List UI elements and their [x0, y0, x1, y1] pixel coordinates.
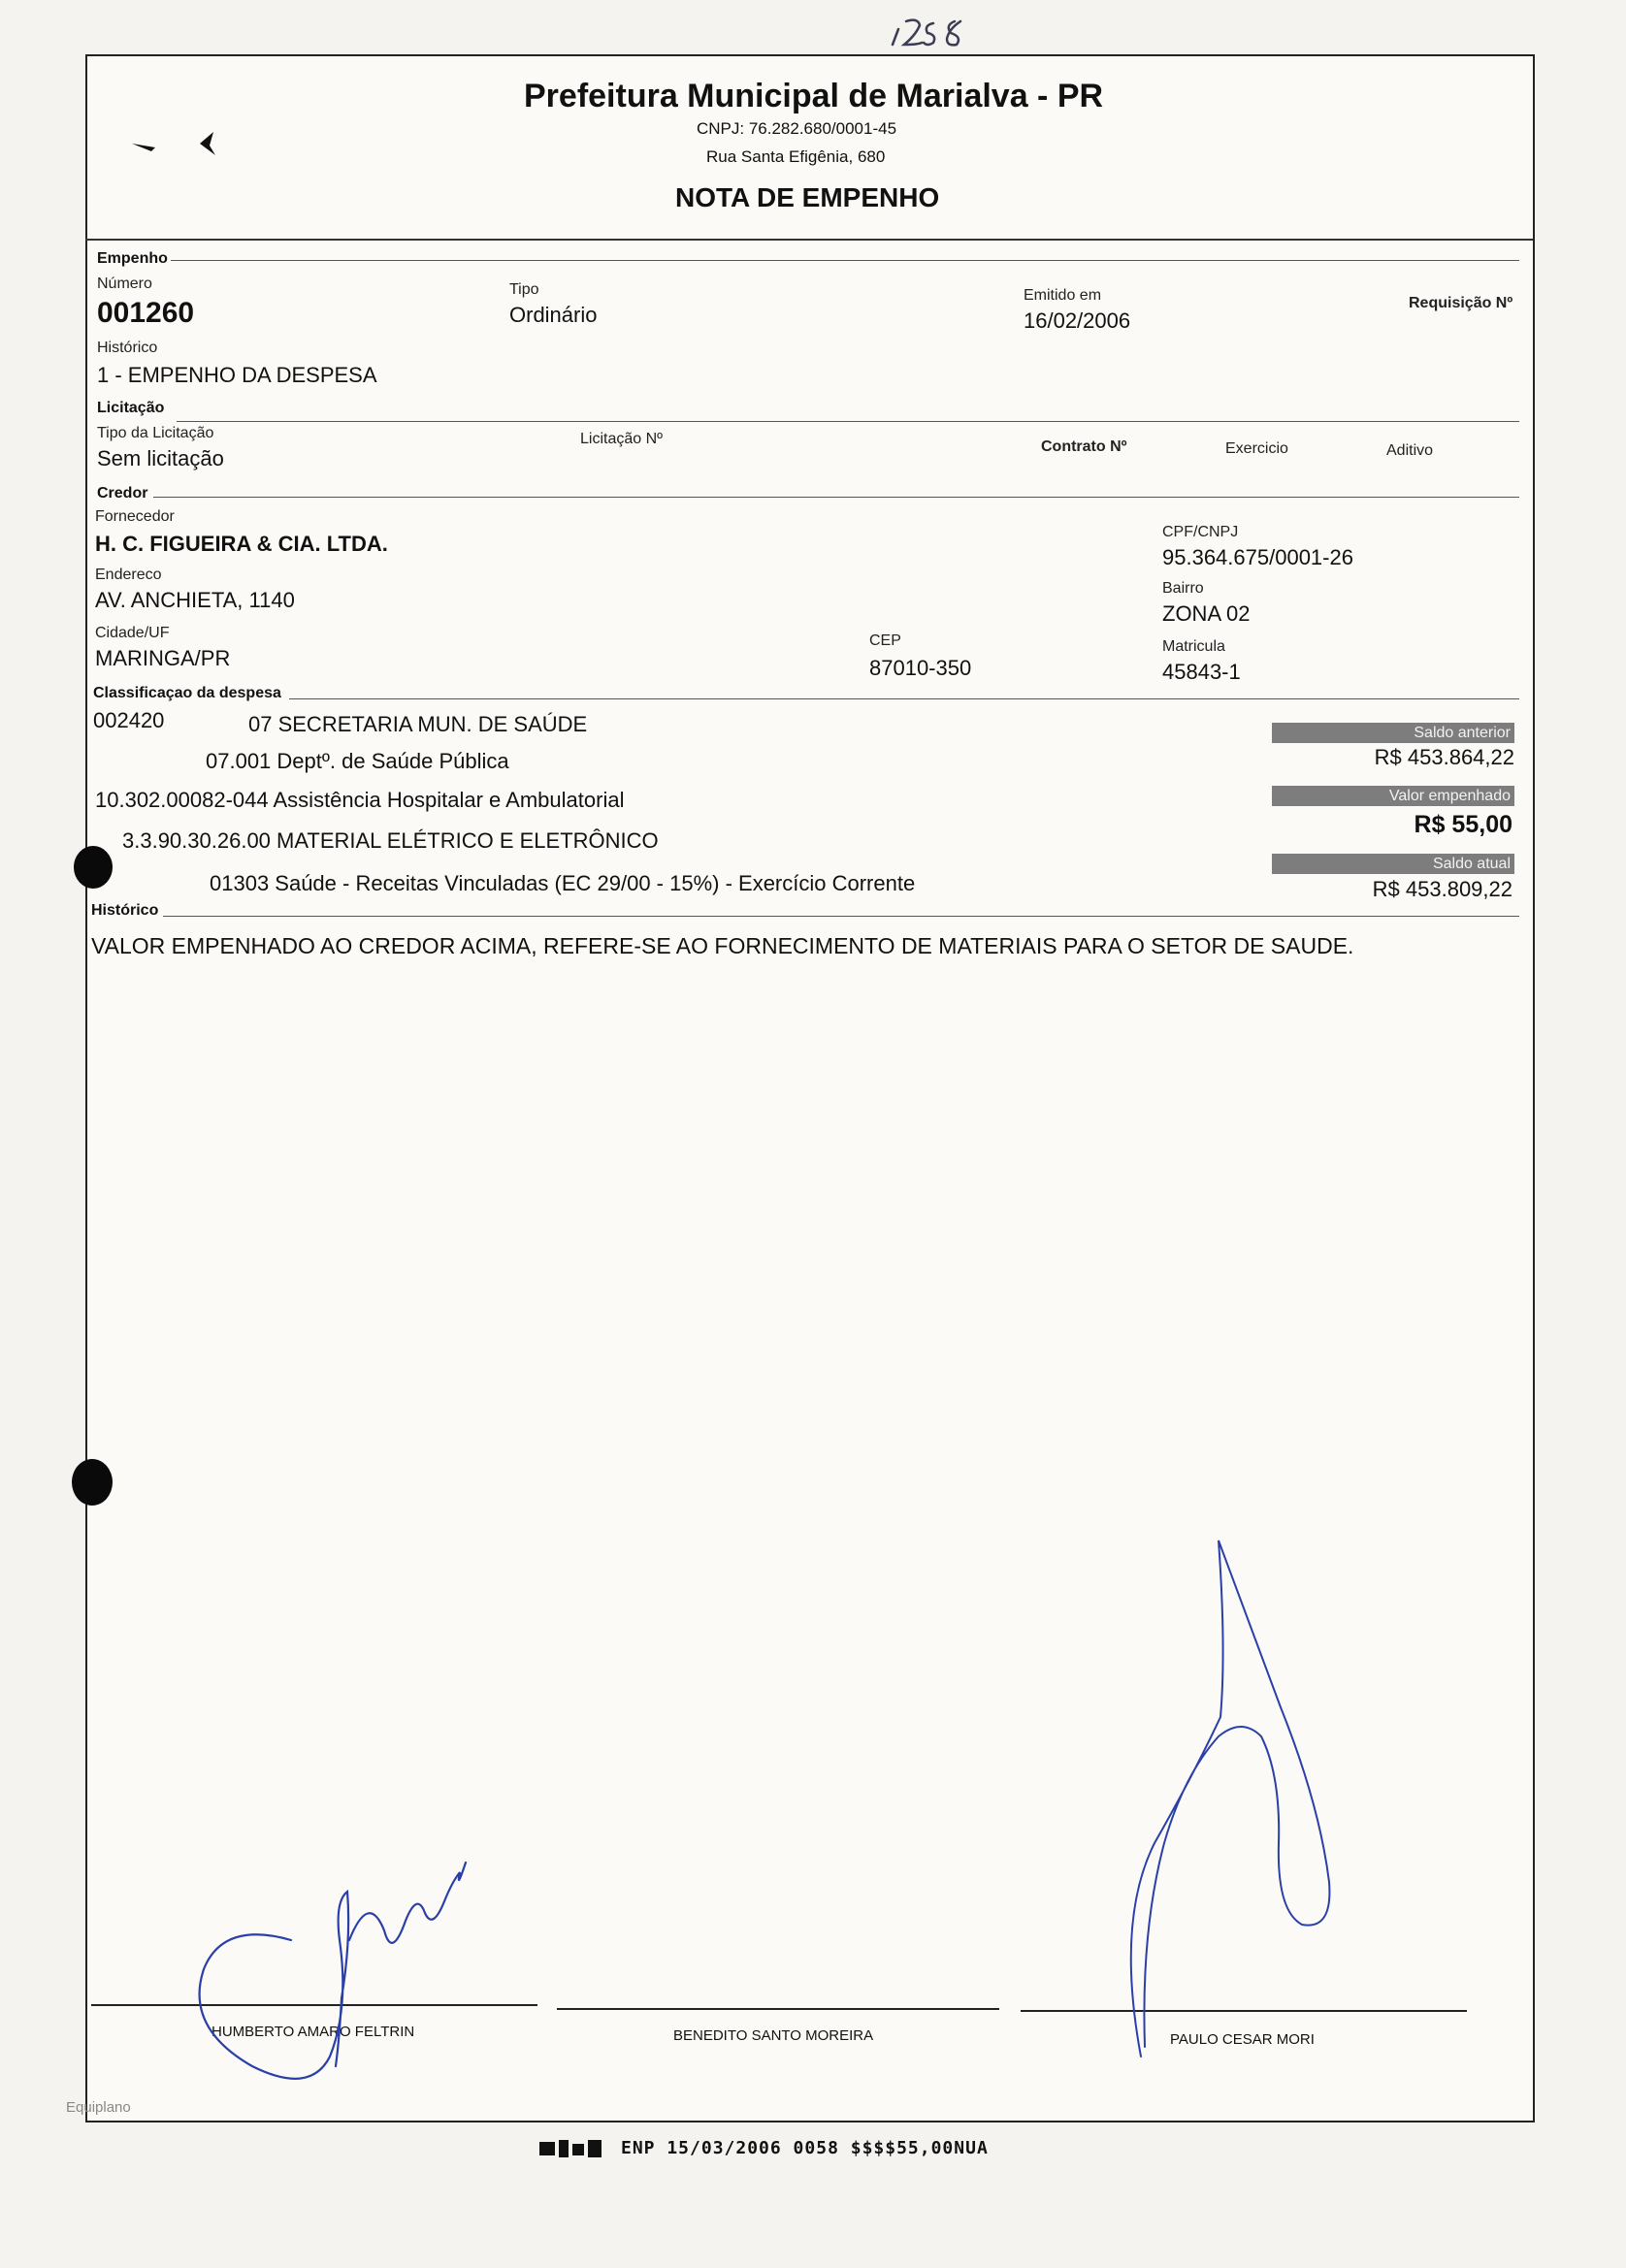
punch-hole-bottom: [72, 1459, 113, 1506]
bairro-label: Bairro: [1162, 580, 1204, 597]
classificacao-line-2: 07.001 Deptº. de Saúde Pública: [206, 749, 509, 773]
logo-mark: [126, 126, 243, 165]
fornecedor-value: H. C. FIGUEIRA & CIA. LTDA.: [95, 532, 388, 556]
numero-value: 001260: [97, 297, 195, 329]
cep-value: 87010-350: [869, 656, 972, 680]
tipo-value: Ordinário: [509, 303, 598, 327]
processing-stamp: ENP 15/03/2006 0058 $$$$55,00NUA: [621, 2138, 989, 2158]
matricula-value: 45843-1: [1162, 660, 1241, 684]
header-divider: [85, 239, 1533, 241]
classificacao-line-1: 07 SECRETARIA MUN. DE SAÚDE: [248, 712, 588, 736]
signature-line-1: [91, 2004, 537, 2006]
cidade-label: Cidade/UF: [95, 625, 170, 641]
fornecedor-label: Fornecedor: [95, 508, 175, 525]
signature-name-2: BENEDITO SANTO MOREIRA: [673, 2027, 874, 2044]
classificacao-line-3: 10.302.00082-044 Assistência Hospitalar e Ambulatorial: [95, 788, 625, 812]
licitacao-rule: [177, 421, 1519, 422]
numero-label: Número: [97, 275, 152, 292]
stamp-icon: [539, 2138, 607, 2161]
exercicio-label: Exercicio: [1225, 440, 1288, 457]
classificacao-line-5: 01303 Saúde - Receitas Vinculadas (EC 29/00 - 15%) - Exercício Corrente: [210, 871, 916, 895]
valor-empenhado-value: R$ 55,00: [1414, 811, 1512, 838]
cpf-value: 95.364.675/0001-26: [1162, 545, 1353, 569]
saldo-atual-label: Saldo atual: [1272, 854, 1514, 874]
emitido-value: 16/02/2006: [1024, 308, 1131, 333]
classificacao-line-4: 3.3.90.30.26.00 MATERIAL ELÉTRICO E ELETRÔNICO: [122, 828, 659, 853]
signature-line-3: [1021, 2010, 1467, 2012]
signature-name-1: HUMBERTO AMARO FELTRIN: [211, 2024, 415, 2040]
tipo-label: Tipo: [509, 281, 539, 298]
valor-empenhado-label: Valor empenhado: [1272, 786, 1514, 806]
cep-label: CEP: [869, 632, 901, 649]
punch-hole-top: [74, 846, 113, 889]
licitacao-section-title: Licitação: [97, 400, 165, 416]
contrato-label: Contrato Nº: [1041, 438, 1127, 455]
historico-rule: [163, 916, 1519, 917]
credor-rule: [153, 497, 1519, 498]
cidade-value: MARINGA/PR: [95, 646, 231, 670]
org-address: Rua Santa Efigênia, 680: [706, 147, 886, 166]
saldo-atual-value: R$ 453.809,22: [1372, 877, 1512, 901]
classificacao-rule: [289, 698, 1519, 699]
empenho-historico-label: Histórico: [97, 340, 158, 356]
endereco-value: AV. ANCHIETA, 1140: [95, 588, 295, 612]
emitido-label: Emitido em: [1024, 287, 1102, 304]
historico-section-title: Histórico: [91, 902, 159, 919]
classificacao-code: 002420: [93, 708, 165, 732]
licitacao-numero-label: Licitação Nº: [580, 431, 663, 447]
historico-text: VALOR EMPENHADO AO CREDOR ACIMA, REFERE-SE AO FORNECIMENTO DE MATERIAIS PARA O SETOR DE SAUDE.: [91, 933, 1354, 958]
cpf-label: CPF/CNPJ: [1162, 524, 1239, 540]
empenho-historico-value: 1 - EMPENHO DA DESPESA: [97, 363, 377, 387]
bairro-value: ZONA 02: [1162, 601, 1251, 626]
saldo-anterior-value: R$ 453.864,22: [1374, 745, 1514, 769]
empenho-rule: [171, 260, 1519, 261]
document-title: NOTA DE EMPENHO: [675, 182, 940, 212]
footer-brand: Equiplano: [66, 2099, 131, 2116]
signature-line-2: [557, 2008, 999, 2010]
aditivo-label: Aditivo: [1386, 442, 1434, 459]
tipo-licitacao-label: Tipo da Licitação: [97, 425, 214, 441]
credor-section-title: Credor: [97, 485, 148, 502]
tipo-licitacao-value: Sem licitação: [97, 446, 224, 470]
empenho-section-title: Empenho: [97, 250, 168, 267]
saldo-anterior-label: Saldo anterior: [1272, 723, 1514, 743]
endereco-label: Endereco: [95, 567, 162, 583]
matricula-label: Matricula: [1162, 638, 1225, 655]
org-title: Prefeitura Municipal de Marialva - PR: [524, 78, 1104, 114]
org-cnpj: CNPJ: 76.282.680/0001-45: [697, 119, 897, 138]
requisicao-label: Requisição Nº: [1409, 295, 1513, 311]
classificacao-section-title: Classificaçao da despesa: [93, 685, 281, 701]
signature-name-3: PAULO CESAR MORI: [1170, 2031, 1315, 2048]
